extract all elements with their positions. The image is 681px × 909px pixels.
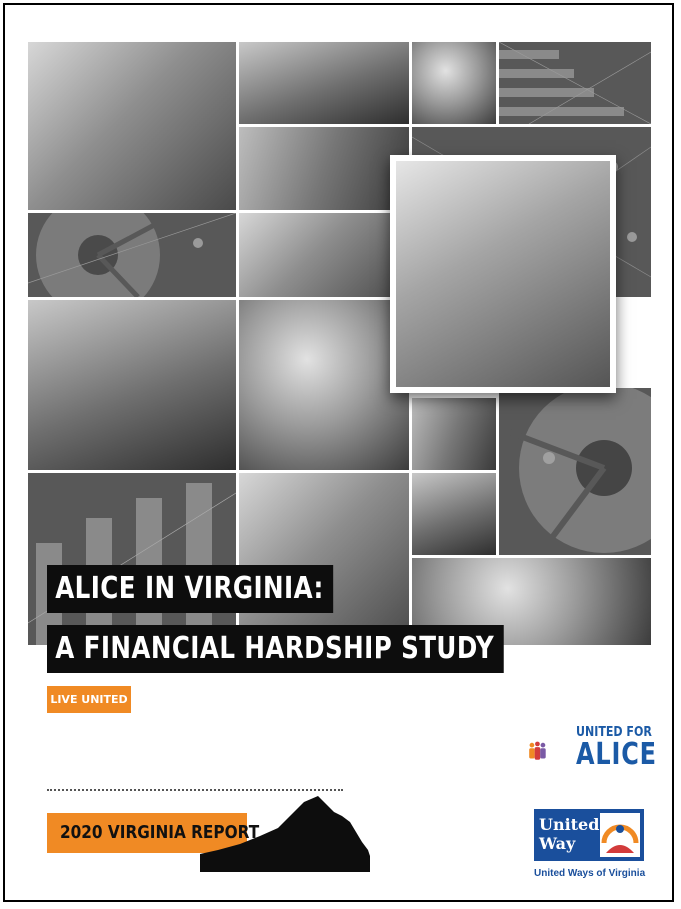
photo-man-writing	[28, 300, 236, 470]
pie-graphic-tile	[28, 213, 236, 297]
featured-photo-man-bills	[390, 155, 616, 393]
alice-text: ALICE	[576, 737, 657, 772]
hand-person-rainbow-icon	[600, 813, 640, 857]
people-group-icon	[528, 724, 576, 782]
photo-parent-child-homework	[412, 473, 496, 555]
united-for-alice-logo	[576, 726, 677, 770]
dotted-divider	[47, 789, 343, 791]
column-graphic-tile	[28, 473, 236, 645]
report-label: 2020 VIRGINIA REPORT	[60, 822, 260, 843]
virginia-map-icon	[200, 792, 370, 874]
photo-grandparents-child	[239, 213, 409, 297]
photo-parents-child	[412, 42, 496, 124]
photo-family-reading	[28, 42, 236, 210]
united-way-logo	[534, 809, 644, 861]
title-line-2: A FINANCIAL HARDSHIP STUDY	[47, 625, 504, 673]
photo-mother-hugging-child	[239, 300, 409, 470]
united-way-word-2: Way	[539, 834, 576, 853]
united-for-text: UNITED FOR	[576, 725, 652, 740]
bar-graphic-tile	[499, 42, 651, 124]
united-way-word-1: United	[539, 815, 600, 834]
united-ways-caption: United Ways of Virginia	[534, 868, 646, 879]
photo-father-daughter	[239, 473, 409, 645]
photo-three-children	[239, 127, 409, 210]
photo-children-reading	[239, 42, 409, 124]
live-united-badge: LIVE UNITED	[47, 686, 131, 713]
photo-couple-papers	[412, 398, 496, 470]
donut-graphic-tile	[499, 388, 651, 555]
title-line-1: ALICE IN VIRGINIA:	[47, 565, 334, 613]
